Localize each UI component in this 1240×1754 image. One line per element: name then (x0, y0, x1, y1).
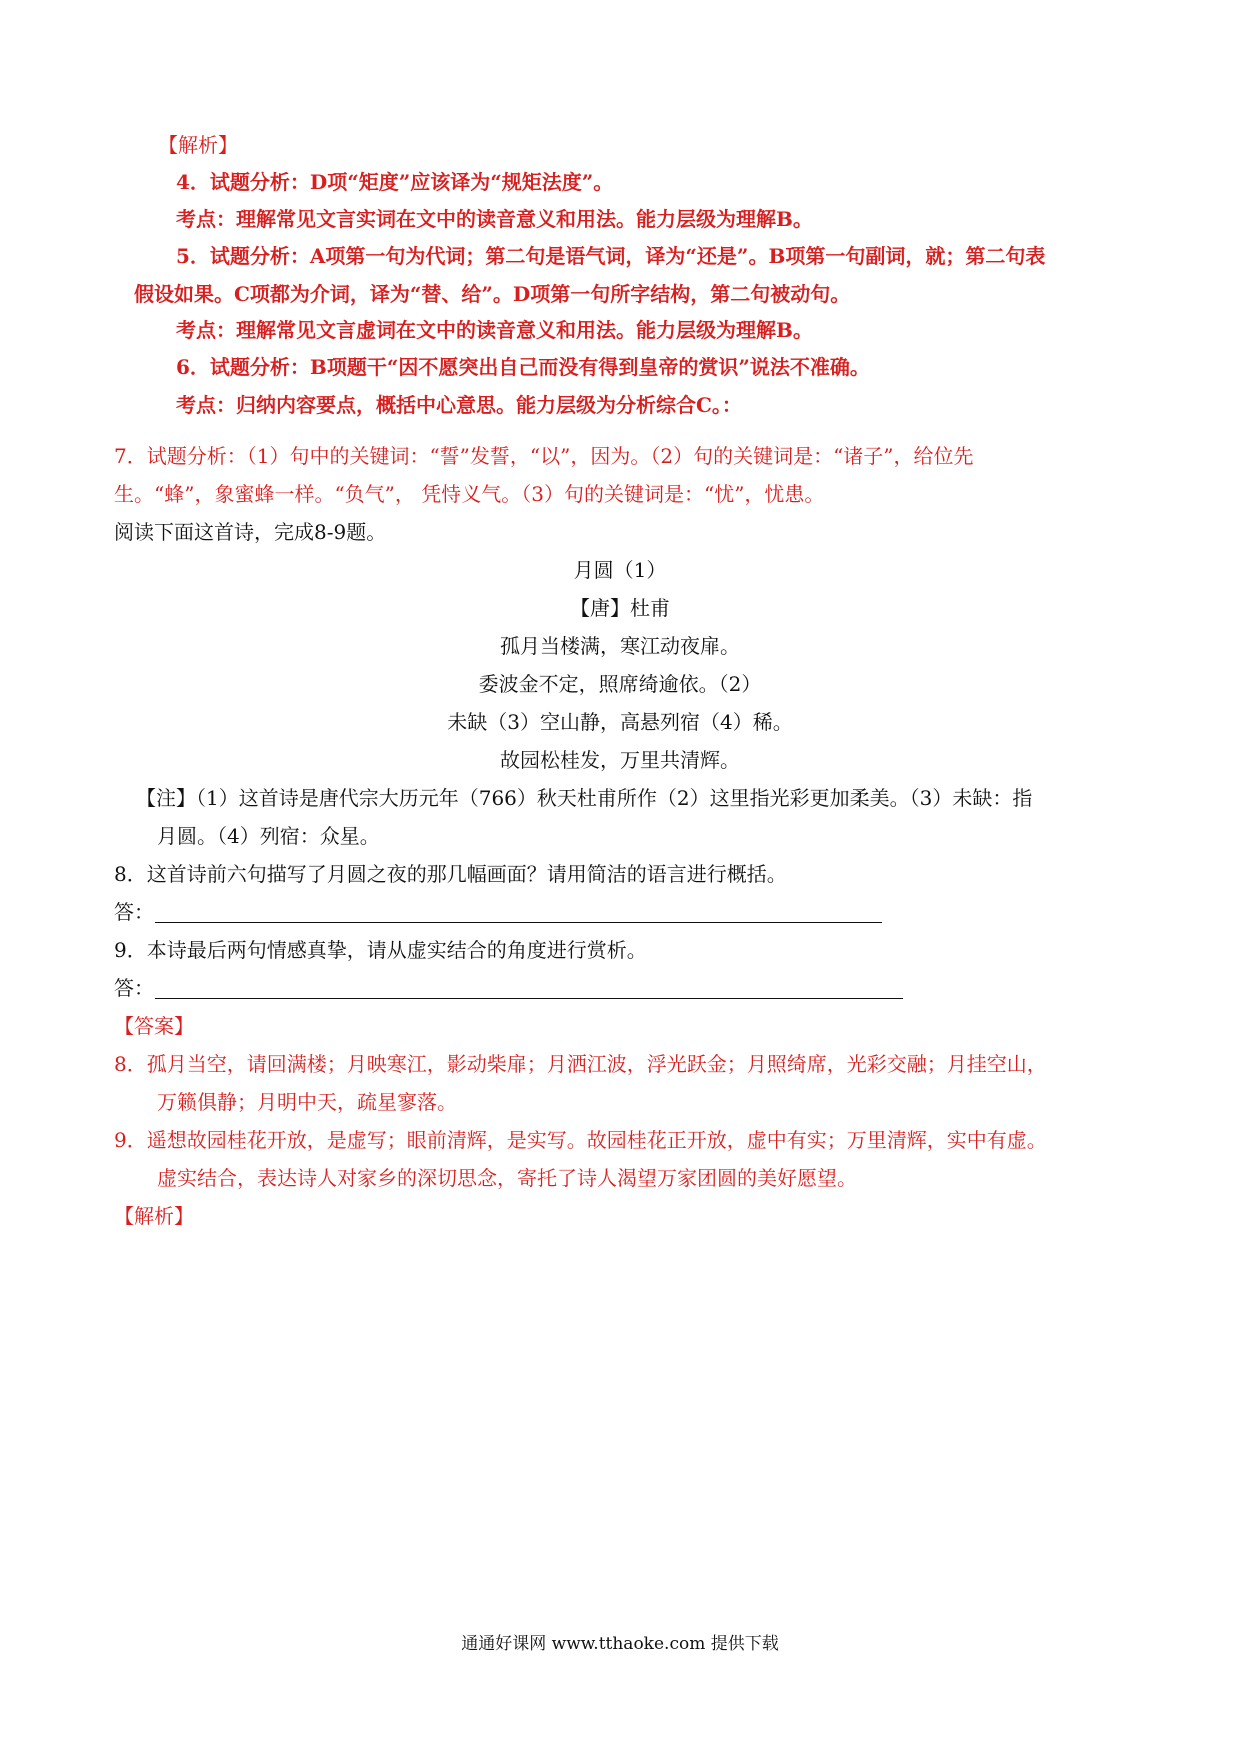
question-9: 9．本诗最后两句情感真挚，请从虚实结合的角度进行赏析。 (114, 938, 647, 962)
page-footer: 通通好课网 www.tthaoke.com 提供下载 (461, 1634, 779, 1654)
analysis-q7-line2: 生。“蜂”，象蜜蜂一样。“负气”， 凭恃义气。（3）句的关键词是：“忧”，忧患。 (114, 482, 825, 506)
poem-line-3: 未缺（3）空山静，高悬列宿（4）稀。 (447, 710, 793, 734)
poem-author: 【唐】杜甫 (570, 596, 670, 620)
analysis-q5-point: 考点：理解常见文言虚词在文中的读音意义和用法。能力层级为理解B。 (176, 318, 813, 342)
analysis-q5-line1: 5．试题分析：A项第一句为代词；第二句是语气词，译为“还是”。B项第一句副词，就；第二句表 (176, 244, 1046, 268)
answer-8-line2: 万籁俱静；月明中天，疏星寥落。 (157, 1090, 457, 1114)
poem-line-2: 委波金不定，照席绮逾依。（2） (478, 672, 762, 696)
poem-line-4: 故园松桂发，万里共清辉。 (500, 748, 740, 772)
analysis-header-2: 【解析】 (114, 1204, 194, 1228)
question-9-answer-line[interactable] (155, 998, 903, 999)
reading-intro: 阅读下面这首诗，完成8-9题。 (114, 520, 387, 544)
analysis-q6: 6．试题分析：B项题干“因不愿突出自己而没有得到皇帝的赏识”说法不准确。 (176, 355, 870, 379)
answer-8-line1: 8．孤月当空，请回满楼；月映寒江，影动柴扉；月洒江波，浮光跃金；月照绮席，光彩交融；月挂空山， (114, 1052, 1047, 1076)
answer-9-line2: 虚实结合，表达诗人对家乡的深切思念，寄托了诗人渴望万家团圆的美好愿望。 (157, 1166, 857, 1190)
answer-9-line1: 9．遥想故园桂花开放，是虚写；眼前清辉，是实写。故园桂花正开放，虚中有实；万里清辉，实中有虚。 (114, 1128, 1047, 1152)
poem-line-1: 孤月当楼满，寒江动夜扉。 (500, 634, 740, 658)
question-8-answer-line[interactable] (155, 922, 882, 923)
analysis-q4: 4．试题分析：D项“矩度”应该译为“规矩法度”。 (176, 170, 614, 194)
question-8: 8．这首诗前六句描写了月圆之夜的那几幅画面？请用简洁的语言进行概括。 (114, 862, 787, 886)
question-9-answer-label: 答： (114, 976, 154, 1000)
poem-notes-line2: 月圆。（4）列宿：众星。 (157, 824, 380, 848)
analysis-q5-line2: 假设如果。C项都为介词，译为“替、给”。D项第一句所字结构，第二句被动句。 (134, 282, 851, 306)
analysis-q4-point: 考点：理解常见文言实词在文中的读音意义和用法。能力层级为理解B。 (176, 207, 813, 231)
poem-notes-line1: 【注】（1）这首诗是唐代宗大历元年（766）秋天杜甫所作（2）这里指光彩更加柔美。（3）未缺：指 (136, 786, 1033, 810)
analysis-q6-point: 考点：归纳内容要点，概括中心意思。能力层级为分析综合C。： (176, 393, 742, 417)
analysis-header: 【解析】 (158, 133, 238, 157)
poem-title: 月圆（1） (573, 558, 667, 582)
analysis-q7-line1: 7．试题分析：（1）句中的关键词：“誓”发誓，“以”，因为。（2）句的关键词是：“诸子”，给位先 (114, 444, 974, 468)
answer-header: 【答案】 (114, 1014, 194, 1038)
question-8-answer-label: 答： (114, 900, 154, 924)
